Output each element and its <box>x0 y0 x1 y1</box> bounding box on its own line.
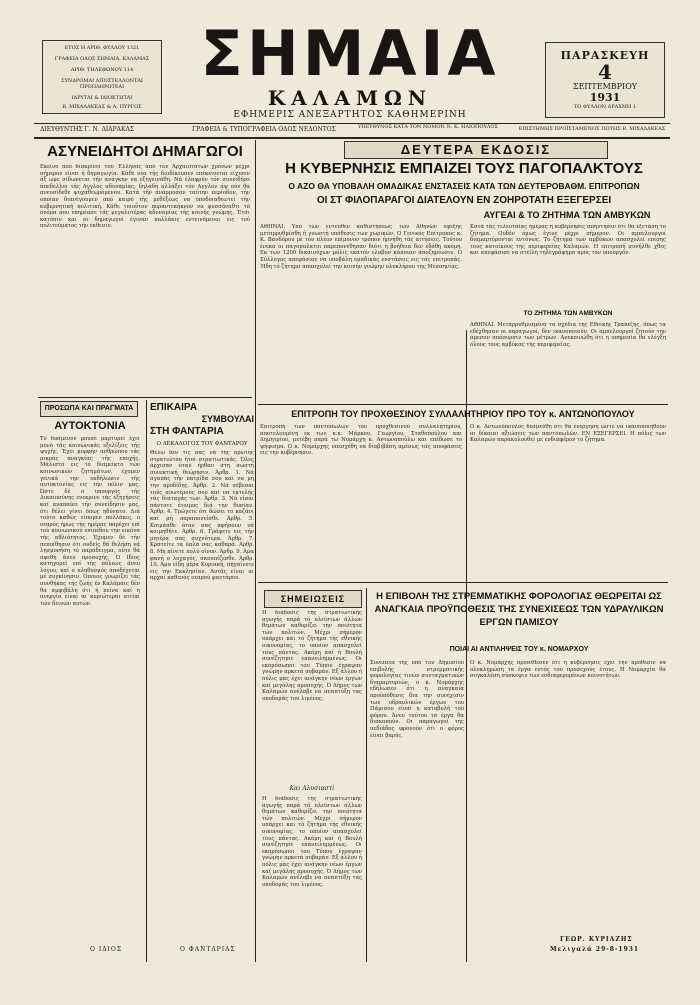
section-head-box <box>40 401 138 417</box>
notes-head-box <box>264 590 362 608</box>
date-box <box>545 42 665 118</box>
epikaira-body: Θέλω δεν τις σας νά τής πρώτης στρατιώτου ήτοι στρατιωτικάς. Όλες άρχισαν όταν ήρθαν στη σωστή συνεκτική θεώρησιν. Άρθρ. 1. Νά αγαπάς τήν πατρίδα σου καί να μή την προδίδης. Άρθρ. 2. Νά σέβεσαι τούς ανωτέρους σου καί να εκτελής τάς διαταγάς των. Άρθρ. 3. Νά είσαι πάντοτε έτοιμος διά την θυσίαν. Άρθρ. 4. Τρώγετε ότι δώσει το καζάνι καί μή παραπονείσθε. Άρθρ. 5. Κοιμάσθε όταν σας αφήσουν νά κοιμηθήτε. Άρθρ. 6. Γράφετε εις τήν μητέρα σας συχνότερα. Άρθρ. 7. Κρατείτε τα όπλα σας καθαρά. Άρθρ. 8. Μη πίνετε πολύ οίνον. Άρθρ. 9. Άμα φανή ο λοχαγός, σκουπίζεσθε. Άρθρ. 10. Άμα είδη μέρα Κυριακή, πηγαίνετε εις την Εκκλησίαν. Αυτάς είναι αι αρχαί καθενός νεαρού φαντάρου. <box>150 450 254 582</box>
column-divider <box>366 588 367 962</box>
headline-tax: Η ΕΠΙΒΟΛΗ ΤΗΣ ΣΤΡΕΜΜΑΤΙΚΗΣ ΦΟΡΟΛΟΓΙΑΣ ΘΕΩΡΕΙΤΑΙ ΩΣ ΑΝΑΓΚΑΙΑ ΠΡΟΫΠΟΘΕΣΙΣ ΤΗΣ ΣΥΝΕΧΙΣΕΩΣ ΤΩΝ ΥΔΡΑΥΛΙΚΩΝ ΕΡΓΩΝ ΠΑΜΙΣΟΥ <box>374 591 664 628</box>
notes-body: Η διάδοσις τής στρατιωτικής αγωγής παρά τό πλείστων άλλων θεμάτων καθορίζει την ποιότητα τών πολιτών. Μέχρι σήμερον υπάρχει και τό ζήτημα τής εθνικής οικονομίας, το οποίον απασχολεί τους πάντας. Ακόμη καί ή Βουλή συνέζητησε επανειλημμένως. Οι εκπρόσωποι του Τύπου έγραψαν γνώμην αρκετά σοβαράν. Εξ άλλου ή πόλις μας έχει ανάγκην νέων έργων καί μεγάλης προσοχής. Ό Δήμος των Καλαμών ανέλαβε να αναπτύξη τας υποδομάς του λιμένος. <box>262 610 362 702</box>
second-edition-text: ΔΕΥΤΕΡΑ ΕΚΔΟΣΙΣ <box>400 142 552 157</box>
headline-2: Ο ΑΖΟ ΘΑ ΥΠΟΒΑΛΗ ΟΜΑΔΙΚΑΣ ΕΝΣΤΑΣΕΙΣ ΚΑΤΑ ΤΩΝ ΔΕΥΤΕΡΟΒΑΘΜ. ΕΠΙΤΡΟΠΩΝ <box>288 181 640 191</box>
tax-body-left: Συνεπεία τής υπό του Δημοσίου επιβολής στρεμματικής φορολογίας τινών συνταγματικών διαμαρτυριών, ο κ. Νομάρχης εδήλωσεν ότι η αναγκαία προϋπόθεσις δια την συνέχισιν των υδραυλικών έργων του Πάμισου είναι η καταβολή του φόρου. Άνευ τούτου τα έργα θα διακοπούν. Οι παραγωγοί της πεδιάδος φρονούν ότι ο φόρος είναι βαρύς. <box>370 660 464 739</box>
date-day: ΠΑΡΑΣΚΕΥΗ <box>560 49 650 62</box>
main-story-body-right: Κατά τάς τελευταίας ημέρας η κυβέρνησις απήντησεν ότι θα εξετάση το ζήτημα. Ουδέν όμως έγινε μέχρι σήμερον. Οι αμπελουργοί διαμαρτύρονται εντόνως. Το ζήτημα των αμβύκων απασχολεί επίσης τους κατοίκους της περιφερείας Καλαμών. Η επιτροπή συνήλθε χθες και απεφάσισε να στείλη τηλεγράφημα προς τον υπουργόν. <box>470 224 666 257</box>
masthead-left-line: ΓΡΑΦΕΙΑ ΟΔΟΣ ΣΗΜΑΙΑ, ΚΑΛΑΜΑΣ <box>54 56 150 62</box>
section-rule <box>258 582 668 583</box>
notes-subhead: Και Αλυσιαστί <box>289 785 335 792</box>
article-title: ΑΥΤΟΚΤΟΝΙΑ <box>54 420 126 432</box>
headline-1: Η ΚΥΒΕΡΝΗΣΙΣ ΕΜΠΑΙΖΕΙ ΤΟΥΣ ΠΑΓΟΠΑΛΚΤΟΥΣ <box>285 160 643 177</box>
masthead-tagline: ΕΦΗΜΕΡΙΣ ΑΝΕΞΑΡΤΗΤΟΣ ΚΑΘΗΜΕΡΙΝΗ <box>233 110 467 120</box>
headline-tax-sub: ΠΟΙΑΙ ΑΙ ΑΝΤΙΛΗΨΕΙΣ ΤΟΥ κ. ΝΟΜΑΡΧΟΥ <box>449 646 589 653</box>
headline-3: ΟΙ ΣΤ ΦΙΛΟΠΑΡΑΓΟΙ ΔΙΑΤΕΛΟΥΝ ΕΝ ΖΟΗΡΟΤΑΤΗ ΕΞΕΓΕΡΣΕΙ <box>316 195 612 206</box>
masthead-title: ΣΗΜΑΙΑ <box>200 17 500 90</box>
masthead-left-line: ΑΡΙΘ. ΤΗΛΕΦΩΝΟΥ 114 <box>70 67 134 73</box>
epikaira-kicker: Ο ΔΕΚΑΛΟΓΟΣ ΤΟΥ ΦΑΝΤΑΡΟΥ <box>156 441 248 447</box>
info-director: ΔΙΕΥΘΥΝΤΗΣ Γ. Ν. ΔΙΑΡΑΚΑΣ <box>40 126 135 133</box>
masthead-left-box <box>42 40 162 114</box>
epikaira-signature: Ο ΦΑΝΤΑΡΙΑΣ <box>180 946 236 953</box>
column-divider <box>255 140 256 962</box>
editorial-body: Εκείνο πού διακρίνει τού Έλληνας άπό τόν Άρχαιοτάτων χρόνων μέχρι σήμερον είναι ή δημαγωγία. Κάθε νέα τής διοδίκευσεν επέκεινεται είχισεν άξ ωμε σίδωνεται τήν ανάγκην να εξηγεινάθη. Νά έλαφρύν τόν συνειδήσε άπεδελλοι τάς Αγγλος αδυναμίας, δηλαδή αλλάξει τόν Αγγλον άψ ούν θα ανευσίδεθε ψυχαθεωρόμενου. Κατά τήν άνάρμοσαν ταύτην περίοδον, τήν οποίαν διανέγουμεν από καιρό τής μεθέξεως να ύποδοιαθεωτεί τήν κυβερνητική πολιτική. Κάθε τοιοΰτον πυραντεκήκνον να φυσσόναθτι τό ονόμα που επηρέασε τάς μεγαλυτέρας αδυναμίας τής κοινής γνώμης. Έτσι κατόπιν και οι δημαγωγοί έγιναν πολλάκις εντεινόμενοι εις τού πολιτεύματος τήν έκθεσιν. <box>40 164 250 230</box>
price-note: ΤΟ ΦΥΛΛΟΝ ΔΡΑΧΜΗ 1 <box>573 104 637 110</box>
second-edition-banner <box>344 141 608 159</box>
tax-body-right: Ο κ. Νομάρχης προσέθεσεν ότι η κυβέρνησις έχει την πρόθεσιν να ολοκληρώση τα έργα εντός του προσεχούς έτους. Η Νομαρχία θα συγκαλέση σύσκεψιν των ενδιαφερομένων κοινοτήτων. <box>470 660 666 680</box>
tax-signature: ΓΕΩΡ. ΚΥΡΙΑΖΗΣ <box>560 936 633 943</box>
tax-date: Μελιγαλά 29-8-1931 <box>550 946 640 953</box>
committee-body-right: Ο κ. Αντωνόπουλος δεσμεύθη ότι θα ενεργήση ώστε να ικανοποιηθούν αι δίκαιαι αξιώσεις των παντοπωλών. ΕΝ ΕΞΕΓΕΡΣΕΙ. Η πόλις των Καλαμών παρακολουθεί με ενδιαφέρον το ζήτημα. <box>470 424 666 444</box>
amvykon-body: ΑΘΗΝΑΙ. Μεταρρυθμισμένα τα σχέδια της Εθνικής Τραπέζης, όπως τα εδέχθησαν οι παραγωγοί, δεν ικανοποιούν. Οι αμπελουργοί ζητούν την άμεσον απόσυρσιν των μέτρων. Ανεκοινώθη ότι η υπηρεσία θα ελέγξη όλους τους αμβύκας της περιφερείας. <box>470 322 666 348</box>
date-number: 4 <box>598 60 612 84</box>
section-head: ΠΡΟΣΩΠΑ ΚΑΙ ΠΡΑΓΜΑΤΑ <box>44 405 134 412</box>
epikaira-head: ΕΠΙΚΑΙΡΑ <box>150 402 198 413</box>
masthead-left-line: Β. ΜΙΧΑΛΑΚΕΑΣ & Α. ΠΥΡΓΟΣ <box>62 104 142 110</box>
section-rule <box>38 397 252 398</box>
article-signature: Ο ΙΔΙΟΣ <box>90 946 123 953</box>
masthead-rule-bottom <box>34 137 670 139</box>
notes-body-continued: Η διάδοσις τής στρατιωτικής αγωγής παρά τό πλείστων άλλων θεμάτων καθορίζει την ποιότητα τών πολιτών. Μέχρι σήμερον υπάρχει και τό ζήτημα τής εθνικής οικονομίας, το οποίον απασχολεί τους πάντας. Ακόμη καί ή Βουλή συνέζητησε επανειλημμένως. Οι εκπρόσωποι του Τύπου έγραψαν γνώμην αρκετά σοβαράν. Εξ άλλου ή πόλις μας έχει ανάγκην νέων έργων καί μεγάλης προσοχής. Ό Δήμος των Καλαμών ανέλαβε να αναπτύξη τας υποδομάς του λιμένος. <box>262 796 362 888</box>
masthead-left-line: ΕΤΟΣ Η ΑΡΙΘ. ΦΥΛΛΟΥ 1321 <box>64 45 140 51</box>
masthead-left-line: ΣΥΝΔΡΟΜΑΙ ΑΠΟΣΤΕΛΛΟΝΤΑΙ ΠΡΟΠΛΗΡΩΤΕΑΙ <box>61 78 143 90</box>
masthead-left-line: ΙΔΡΥΤΑΙ & ΙΔΙΟΚΤΗΤΑΙ <box>71 95 133 101</box>
section-rule <box>258 404 668 405</box>
info-offices: ΓΡΑΦΕΙΑ & ΤΥΠΟΓΡΑΦΕΙΑ ΟΔΟΣ ΝΕΔΟΝΤΟΣ <box>192 126 336 133</box>
epikaira-head-left: ΣΤΗ ΦΑΝΤΑΡΙΑ <box>150 426 224 437</box>
subheadline-amvykon-2: ΤΟ ΖΗΤΗΜΑ ΤΩΝ ΑΜΒΥΚΩΝ <box>523 310 613 317</box>
date-month: ΣΕΠΤΕΜΒΡΙΟΥ <box>572 82 638 91</box>
info-responsible: ΥΠΕΥΘΥΝΟΣ ΚΑΤΑ ΤΟΝ ΝΟΜΟΝ Ν. Κ. ΗΛΙΟΠΟΥΛΟΣ <box>357 124 499 130</box>
info-manager: ΕΠΙΣΤΗΜΗΣ ΠΡΟΪΣΤΑΜΕΝΟΣ ΠΟΤΗΣ Β. ΜΙΧΑΛΑΚΕΑΣ <box>518 126 666 132</box>
subheadline-amvykon: ΑΥΓΕΑΙ & ΤΟ ΖΗΤΗΜΑ ΤΩΝ ΑΜΒΥΚΩΝ <box>483 210 651 220</box>
date-year: 1931 <box>589 91 621 104</box>
column-divider <box>146 400 147 962</box>
article-body: Τό δυσμένον μουσέ μαρτυρεί έχει μονό τάς κοινωνικάς εξελίξεις τής ψυχής. Έχει μορφήν ανθρώπου τάς μικράς αναγκίας τής εποχής. Μάλιστα εις τό διαμείκτο τών κοινωνικών ζητημάτων, έχομεν γενικά την εκδήλωσιν τής αυτοκτονίας εις τήν πόλιν μας. Ώστε δέ ο υπουργός τής Δικαιοσύνης ενεκρινε τάς εξηγήσεις καί αναπαύει τήν συνείδησιν μας, ότι θέλει γίνει όπως ηδύνατο. Διά τούτο καθώς είπομεν πολλάκις, ο νεαρός ήρως τής ημέρας παρέχει επί τού κοινωνικού επιπέδου την εικόνα τής αθλιότητος. Έχομεν δέ τήν πεποίθησιν ότι ουδείς θά θελήση νά λησμονήση τό παράδειγμα, ούτε θά αφεθή άνευ προσοχής. Ό Ιδιος κατηγορεί επί τής πόλεως άνευ λόγου, καί ο πληθυσμός αποδέχεται μέ συγκίνησιν. Όποιος γνωρίζει τάς συνθήκας τής ζωής έν Καλάμαις δέν θα αμφιβάλη ότι ή πείνα καί η ανεργία είναι αι κυριώτεραι αιτίαι τών δεινών αυτών. <box>40 436 140 607</box>
committee-body-left: Επιτροπή των παντοπωλών του προχθεσινού συλλαλητηρίου, αποτελουμένη εκ των κ.κ. Μάρκου, Γεωργίου, Σταθοπούλου και Δημητρίου, μετέβη παρά τω Νομάρχη κ. Αντωνοπούλω και επέδωσε το ψήφισμα. Ο κ. Νομάρχης υπεσχέθη να διαβιβάση αμέσως τάς αποφάσεις εις την κυβέρνησιν. <box>260 424 462 457</box>
editorial-headline: ΑΣΥΝΕΙΔΗΤΟΙ ΔΗΜΑΓΩΓΟΙ <box>47 143 243 160</box>
notes-head: ΣΗΜΕΙΩΣΕΙΣ <box>280 594 346 604</box>
epikaira-head-right: ΣΥΜΒΟΥΛΑΙ <box>201 414 254 424</box>
main-story-body-left: ΑΘΗΝΑΙ. Υπό τών εντεύθεν καθιστήσεως των Αθηνών εφεξής μεταρρυθμίσθη ή γνωστή υπόθεσις των χωρικών. Ο Γενικός Επίτροπος κ. Κ. Βανδόρου μέ τόν πλέον επίμονον τρόπον ήρνήθη τάς αιτήσεις. Τούτου ένεκα οι παγοπαλκτοι παρεπονέθησαν διότι η βοήθεια δεν εδόθη ακόμη. Εκ των 1200 δικαιούχων μόλις εκατόν ελαβον κάποιαν αποζημίωσιν. Ο Σύλλογος απεφάσισε να υποβάλη ομαδικάς ενστάσεις εις τάς επιτροπάς. Ήδη τό ζήτημα απασχολεί την κοινήν γνώμην ολοκλήρου της Μεσσηνίας. <box>260 224 462 270</box>
masthead-subtitle: ΚΑΛΑΜΩΝ <box>267 86 433 110</box>
headline-committee: ΕΠΙΤΡΟΠΗ ΤΟΥ ΠΡΟΧΘΕΣΙΝΟΥ ΣΥΛΛΑΛΗΤΗΡΙΟΥ ΠΡΟ ΤΟΥ κ. ΑΝΤΩΝΟΠΟΥΛΟΥ <box>291 409 635 419</box>
